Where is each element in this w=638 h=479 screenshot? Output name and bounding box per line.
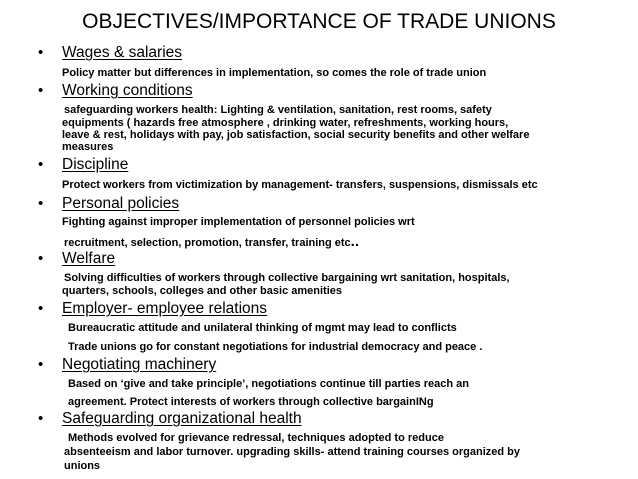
heading-welfare: Welfare bbox=[62, 250, 116, 267]
detail-working-line-3: leave & rest, holidays with pay, job satisfaction, social security benefits and other welfare bbox=[62, 129, 530, 141]
detail-personal-line-2 bbox=[64, 235, 359, 250]
bullet-icon: • bbox=[38, 156, 44, 173]
detail-safeguarding-line-2: absenteeism and labor turnover. upgrading skills- attend training courses organized by bbox=[64, 446, 520, 458]
detail-wages-line-1: Policy matter but differences in implementation, so comes the role of trade union bbox=[62, 67, 487, 79]
bullet-icon: • bbox=[38, 410, 44, 427]
bullet-icon: • bbox=[38, 44, 44, 61]
detail-safeguarding-line-3: unions bbox=[64, 460, 101, 472]
heading-negotiating-machinery: Negotiating machinery bbox=[62, 356, 217, 373]
detail-working-line-4: measures bbox=[62, 141, 114, 153]
bullet-icon: • bbox=[38, 250, 44, 267]
heading-wages-salaries: Wages & salaries bbox=[62, 44, 183, 61]
detail-negotiating-line-1: Based on ‘give and take principle’, negotiations continue till parties reach an bbox=[68, 378, 469, 390]
detail-welfare-line-2: quarters, schools, colleges and other basic amenities bbox=[62, 285, 342, 297]
bullet-icon: • bbox=[38, 300, 44, 317]
detail-personal-line-1: Fighting against improper implementation of personnel policies wrt bbox=[62, 216, 415, 228]
heading-employer-employee-relations: Employer- employee relations bbox=[62, 300, 268, 317]
detail-safeguarding-line-1: Methods evolved for grievance redressal, techniques adopted to reduce bbox=[68, 432, 444, 444]
detail-relations-line-2: Trade unions go for constant negotiations for industrial democracy and peace . bbox=[68, 341, 483, 353]
bullet-icon: • bbox=[38, 195, 44, 212]
bullet-icon: • bbox=[38, 356, 44, 373]
detail-welfare-line-1: Solving difficulties of workers through collective bargaining wrt sanitation, hospitals, bbox=[64, 272, 510, 284]
bullet-icon: • bbox=[38, 82, 44, 99]
heading-working-conditions: Working conditions bbox=[62, 82, 193, 99]
detail-working-line-2: equipments ( hazards free atmosphere , drinking water, refreshments, working hours, bbox=[62, 117, 509, 129]
detail-discipline-line-1: Protect workers from victimization by management- transfers, suspensions, dismissals etc bbox=[62, 179, 538, 191]
heading-discipline: Discipline bbox=[62, 156, 129, 173]
detail-working-line-1: safeguarding workers health: Lighting & ventilation, sanitation, rest rooms, safety bbox=[64, 104, 492, 116]
detail-negotiating-line-2: agreement. Protect interests of workers through collective bargainINg bbox=[68, 396, 434, 408]
detail-relations-line-1: Bureaucratic attitude and unilateral thinking of mgmt may lead to conflicts bbox=[68, 322, 457, 334]
detail-personal-line-2-text: recruitment, selection, promotion, transfer, training etc bbox=[64, 237, 351, 249]
heading-safeguarding-organizational-health: Safeguarding organizational health bbox=[62, 410, 302, 427]
slide-title: OBJECTIVES/IMPORTANCE OF TRADE UNIONS bbox=[82, 10, 556, 33]
heading-personal-policies: Personal policies bbox=[62, 195, 180, 212]
detail-personal-trailing-dots: .. bbox=[350, 233, 360, 250]
